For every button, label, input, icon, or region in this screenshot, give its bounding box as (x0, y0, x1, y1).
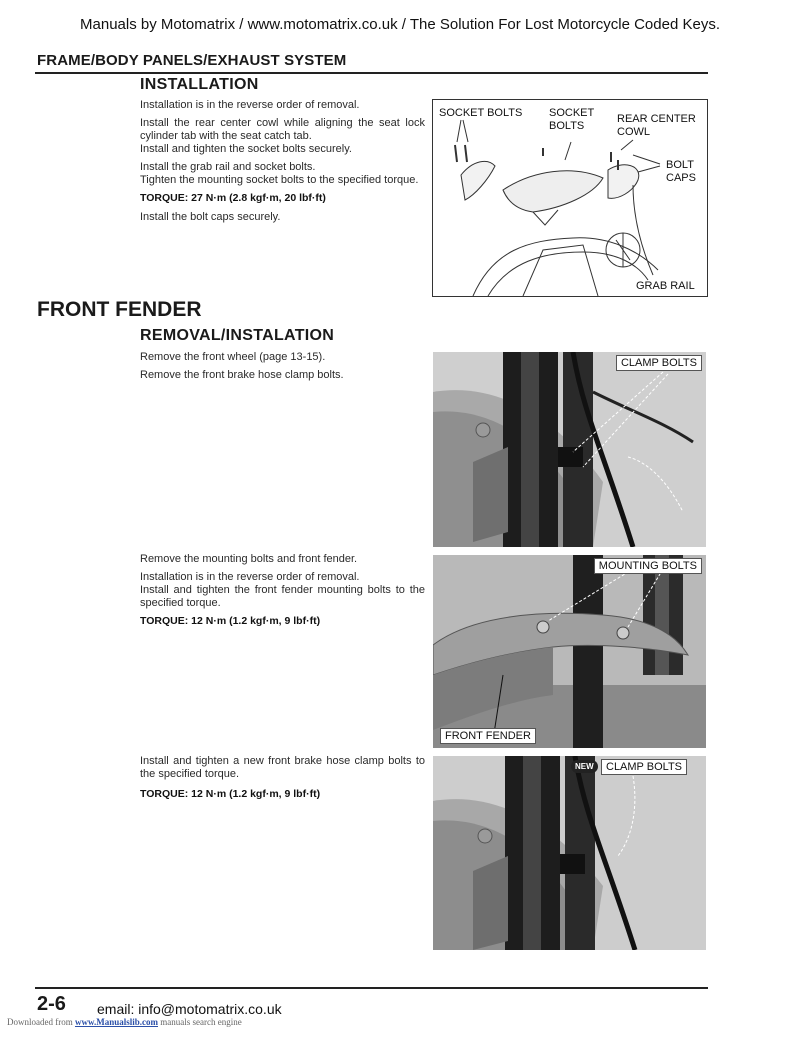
downloaded-from (7, 1017, 242, 1027)
step-2-torque: TORQUE: 12 N·m (1.2 kgf·m, 9 lbf·ft) (140, 615, 321, 627)
label-rear-center-cowl-a: REAR CENTER (617, 113, 696, 125)
label-socket-bolts-2b: BOLTS (549, 120, 585, 132)
step-2-line-3: Install and tighten the front fender mounting bolts to the specified torque. (140, 584, 425, 609)
installation-torque: TORQUE: 27 N·m (2.8 kgf·m, 20 lbf·ft) (140, 192, 326, 204)
step-3-text (140, 755, 425, 801)
footer-email: email: info@motomatrix.co.uk (97, 1001, 282, 1017)
step-2-text (140, 553, 425, 628)
label-socket-bolts-2a: SOCKET (549, 107, 595, 119)
step-1-line-2: Remove the front brake hose clamp bolts. (140, 369, 344, 381)
label-grab-rail: GRAB RAIL (636, 280, 695, 292)
installation-text (140, 99, 425, 224)
grab-rail-figure (432, 99, 708, 297)
installation-step-5: Tighten the mounting socket bolts to the specified torque. (140, 174, 419, 186)
label-bolt-caps-a: BOLT (666, 159, 694, 171)
clamp-bolts-image (433, 352, 706, 547)
clamp-bolts-callout: CLAMP BOLTS (616, 355, 702, 371)
step-3-line-1: Install and tighten a new front brake hose clamp bolts to the specified torque. (140, 755, 425, 780)
mounting-bolts-photo (433, 555, 706, 748)
step-3-torque: TORQUE: 12 N·m (1.2 kgf·m, 9 lbf·ft) (140, 788, 321, 800)
label-rear-center-cowl-b: COWL (617, 126, 650, 138)
step-1-line-1: Remove the front wheel (page 13-15). (140, 351, 326, 363)
mounting-bolts-callout: MOUNTING BOLTS (594, 558, 702, 574)
new-clamp-bolts-photo (433, 756, 706, 950)
step-2-line-1: Remove the mounting bolts and front fender. (140, 553, 358, 565)
label-bolt-caps-b: CAPS (666, 172, 696, 184)
clamp-bolts-photo (433, 352, 706, 547)
site-banner: Manuals by Motomatrix / www.motomatrix.co.uk / The Solution For Lost Motorcycle Coded Keys. (80, 16, 720, 33)
installation-step-1: Installation is in the reverse order of removal. (140, 99, 360, 111)
new-clamp-bolts-callout: CLAMP BOLTS (601, 759, 687, 775)
downloaded-prefix: Downloaded from (7, 1017, 73, 1027)
removal-installation-heading: REMOVAL/INSTALATION (140, 327, 335, 344)
page-number: 2-6 (37, 993, 66, 1015)
bottom-rule (35, 987, 708, 989)
grab-rail-drawing (433, 100, 707, 296)
downloaded-suffix: manuals search engine (160, 1017, 242, 1027)
new-badge: NEW (571, 760, 598, 773)
mounting-bolts-image (433, 555, 706, 748)
step-2-line-2: Installation is in the reverse order of removal. (140, 571, 360, 583)
installation-step-3: Install and tighten the socket bolts securely. (140, 143, 352, 155)
installation-step-4: Install the grab rail and socket bolts. (140, 161, 316, 173)
manualslib-link[interactable]: www.Manualslib.com (74, 1017, 158, 1027)
step-1-text (140, 351, 425, 382)
installation-step-6: Install the bolt caps securely. (140, 211, 281, 223)
section-header: FRAME/BODY PANELS/EXHAUST SYSTEM (37, 52, 347, 69)
top-rule (35, 72, 708, 74)
front-fender-heading: FRONT FENDER (37, 298, 202, 321)
installation-heading: INSTALLATION (140, 76, 259, 93)
new-clamp-bolts-image (433, 756, 706, 950)
label-socket-bolts: SOCKET BOLTS (439, 107, 523, 119)
front-fender-callout: FRONT FENDER (440, 728, 536, 744)
installation-step-2: Install the rear center cowl while aligning the seat lock cylinder tab with the seat catch tab. (140, 117, 425, 142)
